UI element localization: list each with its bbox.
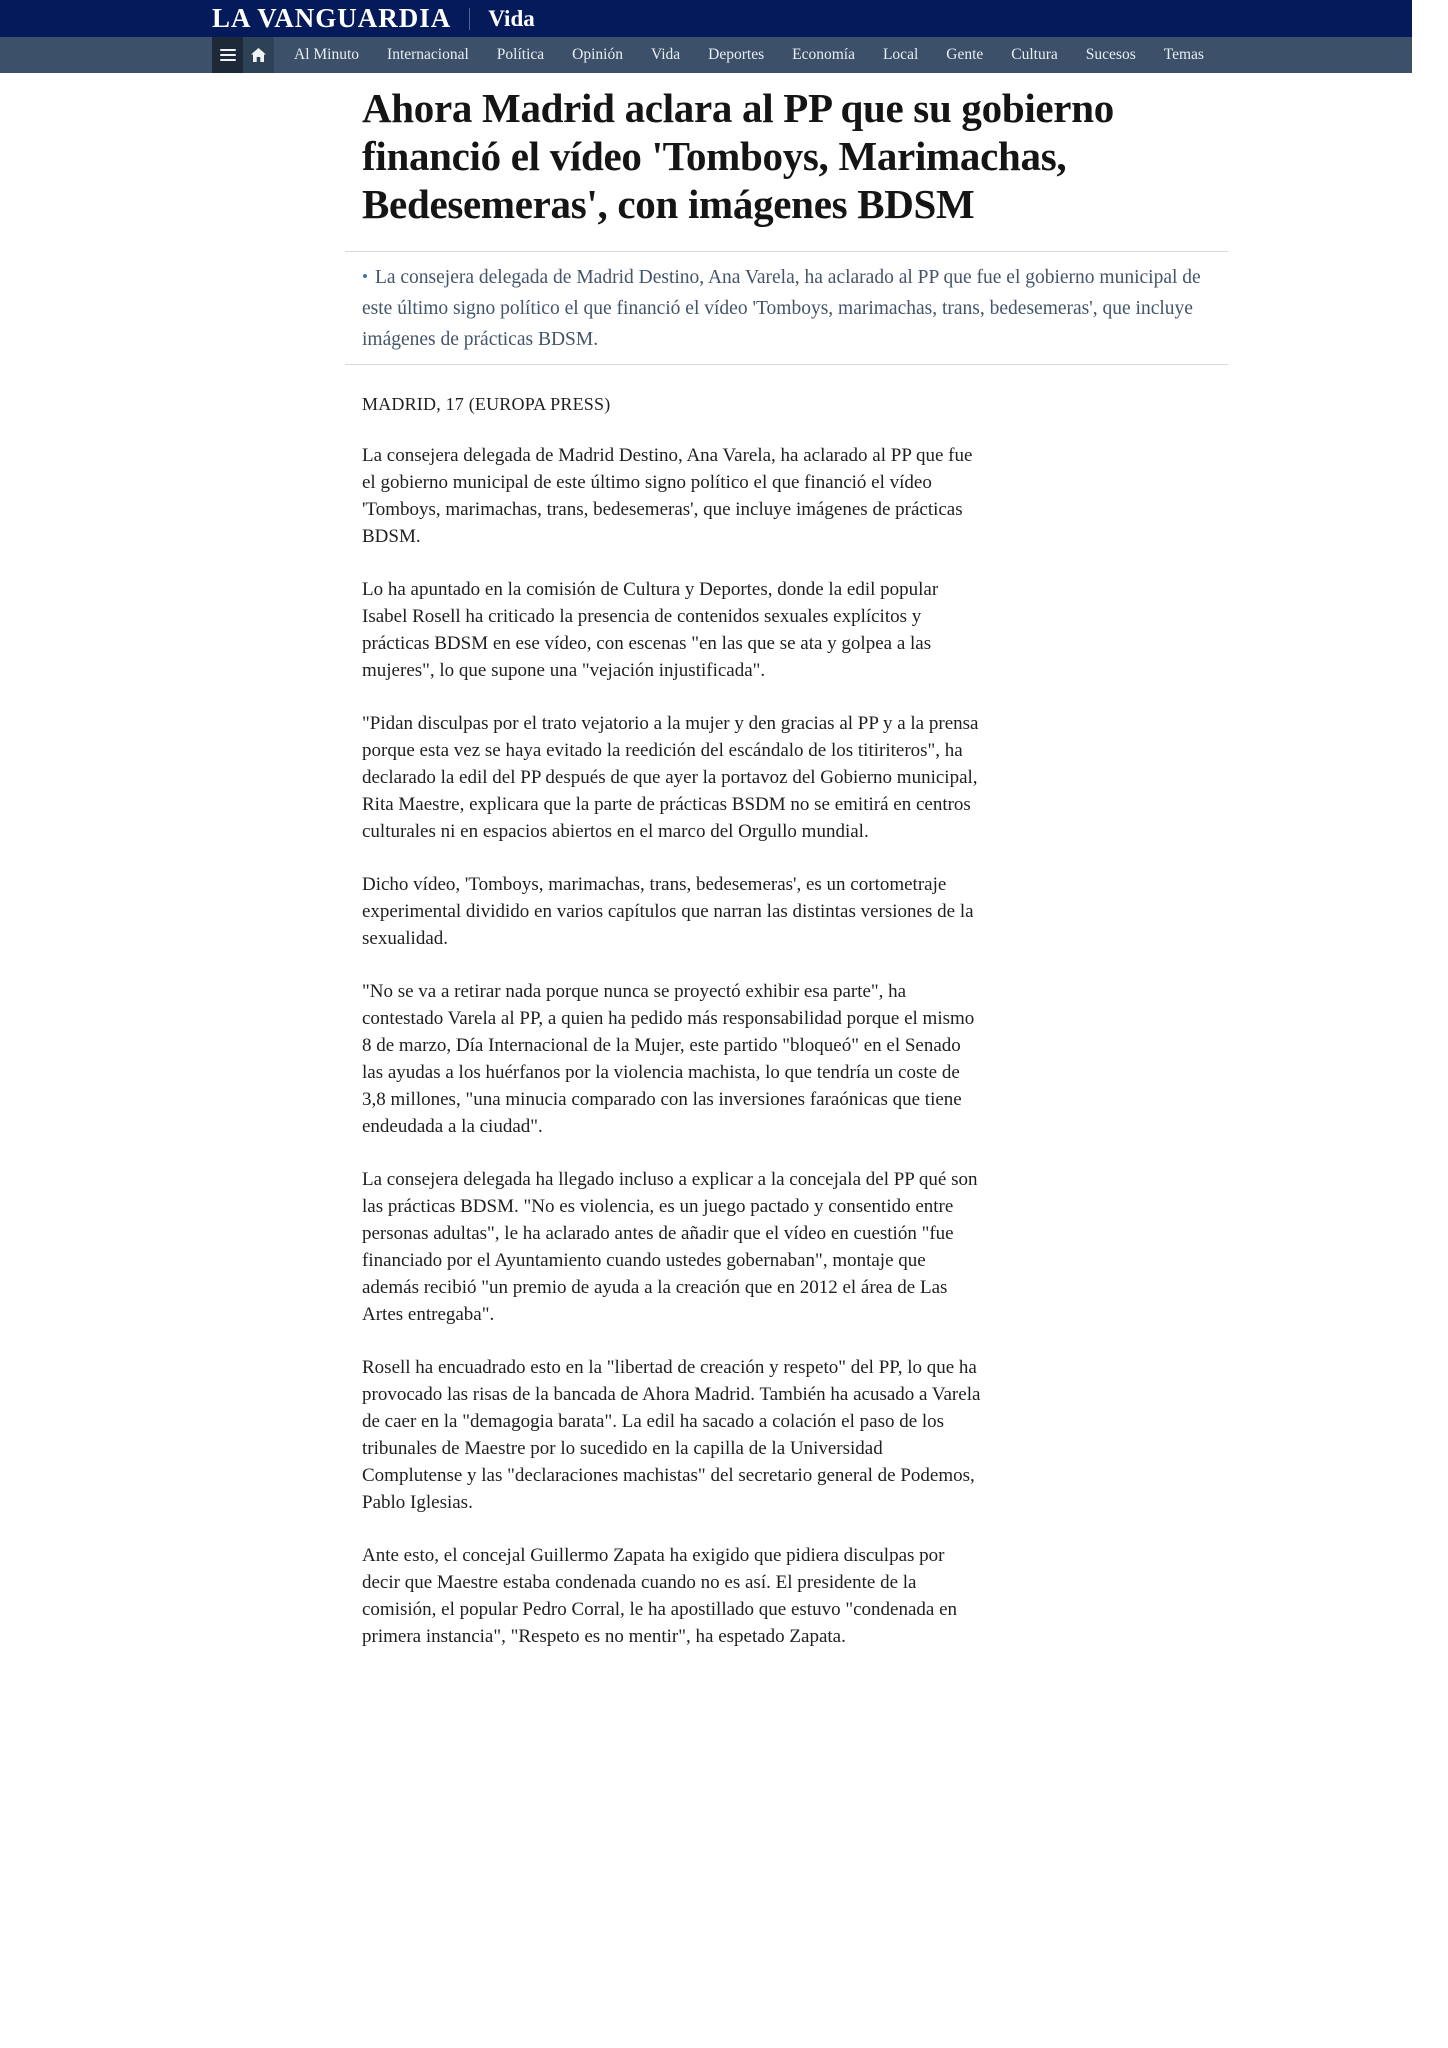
article-body (362, 442, 982, 1650)
article-paragraph: "Pidan disculpas por el trato vejatorio a la mujer y den gracias al PP y a la prensa porque esta vez se haya evitado la reedición del escándalo de los titiriteros", ha declarado la edil del PP después de que ayer la portavoz del Gobierno municipal, Rita Maestre, explicara que la parte de prácticas BSDM no se emitirá en centros culturales ni en espacios abiertos en el marco del Orgullo mundial. (362, 713, 979, 843)
nav-item-vida[interactable]: Vida (650, 46, 681, 63)
article (345, 85, 1228, 1650)
lead-text: La consejera delegada de Madrid Destino, Ana Varela, ha aclarado al PP que fue el gobierno municipal de este último signo político el que financió el vídeo 'Tomboys, marimachas, trans, bedesemeras', que incluye imágenes de prácticas BDSM. (362, 266, 1201, 351)
nav-item-gente[interactable]: Gente (946, 46, 984, 63)
nav-item-internacional[interactable]: Internacional (387, 46, 469, 63)
nav-item-deportes[interactable]: Deportes (708, 46, 765, 63)
nav-spacer (0, 37, 212, 73)
brand-logo[interactable]: LA VANGUARDIA (212, 3, 452, 33)
article-paragraph: "No se va a retirar nada porque nunca se proyectó exhibir esa parte", ha contestado Varela al PP, a quien ha pedido más responsabilidad porque el mismo 8 de marzo, Día Internacional de la Mujer, este partido "bloqueó" en el Senado las ayudas a los huérfanos por la violencia machista, lo que tendría un coste de 3,8 millones, "una minucia comparado con las inversiones faraónicas que tiene endeudada a la ciudad". (362, 981, 975, 1138)
article-paragraph: Dicho vídeo, 'Tomboys, marimachas, trans, bedesemeras', es un cortometraje experimental dividido en varios capítulos que narran las distintas versiones de la sexualidad. (362, 874, 974, 950)
nav-item-cultura[interactable]: Cultura (1011, 46, 1058, 63)
menu-button[interactable] (212, 37, 243, 73)
section-title[interactable]: Vida (488, 6, 535, 31)
hamburger-icon (220, 46, 236, 64)
article-headline: Ahora Madrid aclara al PP que su gobierno financió el vídeo 'Tomboys, Marimachas, Bedesemeras', con imágenes BDSM (362, 85, 1114, 227)
article-paragraph: La consejera delegada de Madrid Destino, Ana Varela, ha aclarado al PP que fue el gobierno municipal de este último signo político el que financió el vídeo 'Tomboys, marimachas, trans, bedesemeras', que incluye imágenes de prácticas BDSM. (362, 445, 973, 548)
nav-item-economía[interactable]: Economía (792, 46, 855, 63)
article-paragraph: Lo ha apuntado en la comisión de Cultura y Deportes, donde la edil popular Isabel Rosell ha criticado la presencia de contenidos sexuales explícitos y prácticas BDSM en ese vídeo, con escenas "en las que se ata y golpea a las mujeres", lo que supone una "vejación injustificada". (362, 579, 939, 682)
nav-item-opinión[interactable]: Opinión (572, 46, 623, 63)
article-paragraph: Ante esto, el concejal Guillermo Zapata ha exigido que pidiera disculpas por decir que Maestre estaba condenada cuando no es así. El presidente de la comisión, el popular Pedro Corral, le ha apostillado que estuvo "condenada en primera instancia", "Respeto es no mentir", ha espetado Zapata. (362, 1545, 958, 1648)
home-button[interactable] (243, 37, 274, 73)
nav-item-sucesos[interactable]: Sucesos (1085, 46, 1136, 63)
nav-item-temas[interactable]: Temas (1163, 46, 1204, 63)
nav-item-al-minuto[interactable]: Al Minuto (294, 46, 360, 63)
article-lead (362, 262, 1208, 356)
brand-divider (469, 8, 470, 30)
nav-item-local[interactable]: Local (882, 46, 919, 63)
article-paragraph: La consejera delegada ha llegado incluso a explicar a la concejala del PP qué son las prácticas BDSM. "No es violencia, es un juego pactado y consentido entre personas adultas", le ha aclarado antes de añadir que el vídeo en cuestión "fue financiado por el Ayuntamiento cuando ustedes gobernaban", montaje que además recibió "un premio de ayuda a la creación que en 2012 el área de Las Artes entregaba". (362, 1169, 978, 1326)
nav-items (280, 37, 1218, 73)
dateline: MADRID, 17 (EUROPA PRESS) (362, 394, 611, 415)
lead-bullet-icon: • (362, 266, 368, 286)
lead-block (345, 251, 1228, 366)
home-icon (251, 48, 266, 62)
masthead (0, 0, 1412, 37)
main-nav (0, 37, 1412, 73)
article-paragraph: Rosell ha encuadrado esto en la "libertad de creación y respeto" del PP, lo que ha provocado las risas de la bancada de Ahora Madrid. También ha acusado a Varela de caer en la "demagogia barata". La edil ha sacado a colación el paso de los tribunales de Maestre por lo sucedido en la capilla de la Universidad Complutense y las "declaraciones machistas" del secretario general de Podemos, Pablo Iglesias. (362, 1357, 981, 1514)
nav-item-política[interactable]: Política (496, 46, 545, 63)
